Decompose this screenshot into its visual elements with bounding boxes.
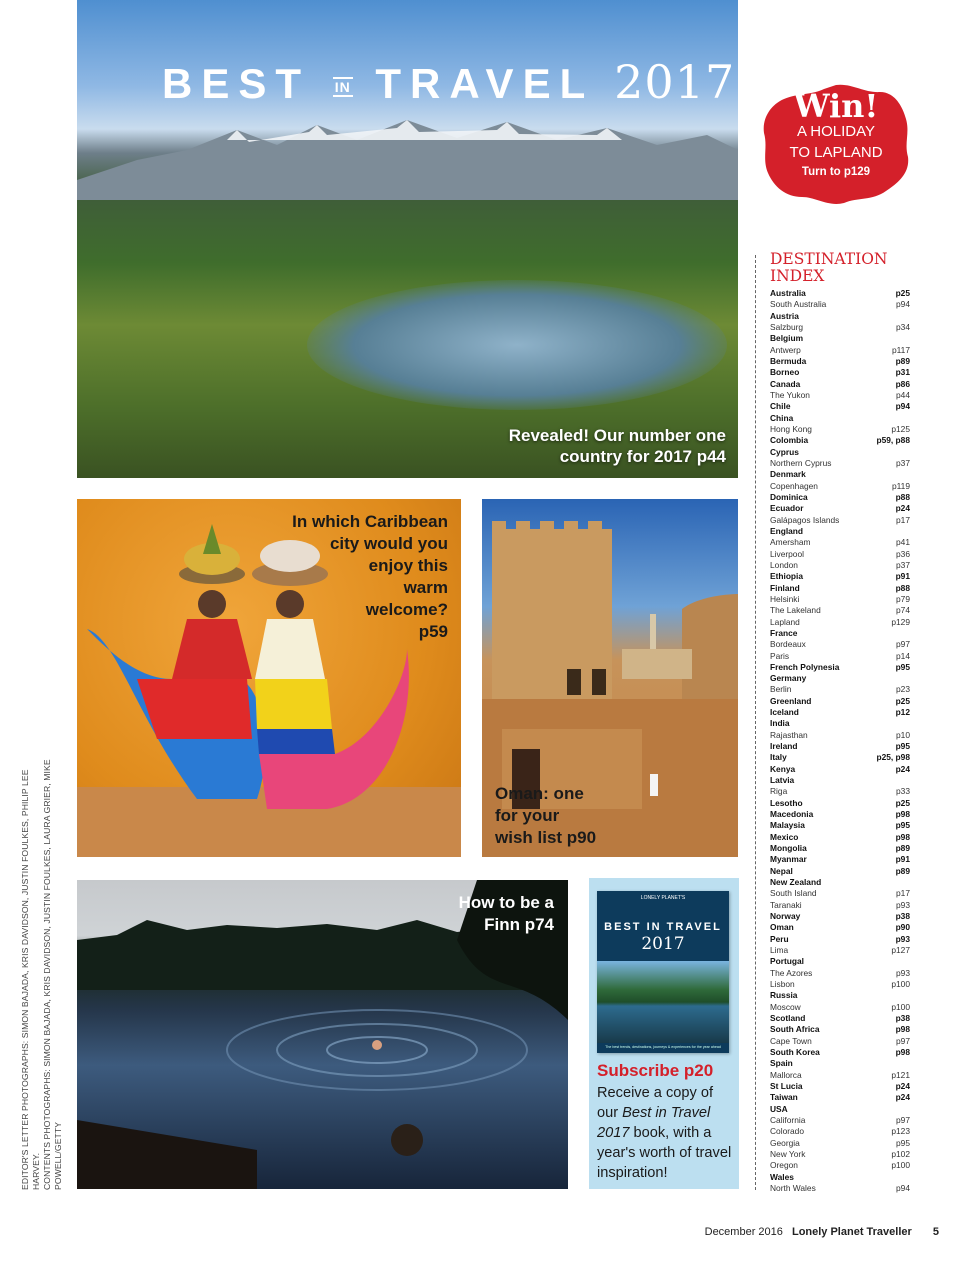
index-entry-name: Myanmar [770,854,807,865]
book-logo-text: LONELY PLANET'S [640,895,686,901]
book-strapline: The best trends, destinations, journeys & experiences for the year ahead [605,1045,721,1049]
index-entry[interactable] [770,492,910,503]
index-entry-name: Austria [770,310,799,321]
index-entry[interactable] [770,1024,910,1035]
index-entry-page: p25 [895,797,910,808]
index-entry[interactable] [770,435,910,446]
index-entry-page: p94 [896,1182,910,1193]
index-entry[interactable] [770,798,910,809]
index-divider [755,255,756,1190]
index-entry-name: Cape Town [770,1035,812,1046]
index-entry[interactable] [770,968,910,979]
index-entry[interactable] [770,549,910,560]
index-entry[interactable] [770,673,910,684]
index-entry-name: Ethiopia [770,571,804,582]
index-entry-page: p93 [895,933,910,944]
index-entry-page: p34 [896,321,910,332]
index-entry-page: p93 [896,899,910,910]
index-entry-name: Russia [770,990,798,1001]
index-entry-name: South Korea [770,1046,820,1057]
index-entry-name: China [770,412,794,423]
index-entry-name: Oman [770,922,794,933]
index-entry-page: p23 [896,684,910,695]
index-entry-page: p129 [891,616,910,627]
index-entry-name: Chile [770,401,791,412]
index-entry-name: Salzburg [770,321,804,332]
subscribe-body: Receive a copy of our Best in Travel 2017 book, with a year's worth of travel inspiration! [597,1085,732,1181]
index-entry-page: p88 [895,491,910,502]
index-entry[interactable] [770,413,910,424]
credit-line-contents: CONTENTS PHOTOGRAPHS: SIMON BAJADA, KRIS DAVIDSON, JUSTIN FOULKES, LAURA GRIER, MIKE POWELL/GETTY [42,759,63,1190]
index-entry-name: Georgia [770,1137,800,1148]
index-entry[interactable] [770,1070,910,1081]
finland-caption[interactable]: How to be a Finn p74 [458,893,554,934]
index-entry[interactable] [770,1160,910,1171]
index-entry[interactable] [770,537,910,548]
index-entry[interactable] [770,526,910,537]
index-entry-page: p12 [895,707,910,718]
index-entry-page: p24 [895,503,910,514]
index-entry-page: p74 [896,605,910,616]
index-entry-name: French Polynesia [770,661,840,672]
index-entry[interactable] [770,696,910,707]
index-entry-name: Malaysia [770,820,805,831]
index-entry-name: USA [770,1103,788,1114]
book-cover-lake-image [597,961,729,1043]
oman-caption[interactable]: Oman: one for your wish list p90 [495,784,597,847]
oman-photo[interactable] [482,499,738,857]
index-entry-page: p44 [896,389,910,400]
index-entry[interactable] [770,571,910,582]
index-entry[interactable] [770,1036,910,1047]
index-entry[interactable] [770,707,910,718]
index-entry-name: Copenhagen [770,480,818,491]
river-image [307,280,727,410]
index-entry-name: The Yukon [770,389,810,400]
index-entry-page: p117 [891,344,910,355]
index-entry[interactable] [770,990,910,1001]
index-entry[interactable] [770,333,910,344]
index-entry[interactable] [770,809,910,820]
index-entry[interactable] [770,617,910,628]
index-entry[interactable] [770,1047,910,1058]
index-entry[interactable] [770,877,910,888]
index-entry-page: p31 [895,367,910,378]
index-entry[interactable] [770,900,910,911]
index-entry-name: Lapland [770,616,800,627]
index-entry-name: Ireland [770,741,798,752]
index-entry[interactable] [770,820,910,831]
index-entry[interactable] [770,322,910,333]
index-entry-name: Portugal [770,956,804,967]
index-entry[interactable] [770,752,910,763]
index-entry-page: p95 [896,1137,910,1148]
index-entry[interactable] [770,583,910,594]
win-lapland-badge[interactable] [762,83,910,205]
index-entry[interactable] [770,639,910,650]
index-entry[interactable] [770,741,910,752]
page-number: 5 [932,1226,939,1238]
index-entry-name: Moscow [770,1001,801,1012]
index-entry[interactable] [770,390,910,401]
index-entry[interactable] [770,684,910,695]
index-entry[interactable] [770,345,910,356]
index-entry[interactable] [770,866,910,877]
index-entry-name: Liverpool [770,548,804,559]
index-entry-page: p14 [896,650,910,661]
index-entry-page: p93 [896,967,910,978]
index-entry-name: Peru [770,933,789,944]
index-entry[interactable] [770,594,910,605]
win-headline: Win! [793,87,879,125]
index-entry-page: p38 [895,911,910,922]
index-entry-name: Mexico [770,831,799,842]
index-entry[interactable] [770,356,910,367]
index-entry-page: p121 [891,1069,910,1080]
index-entry-page: p91 [895,854,910,865]
index-entry[interactable] [770,651,910,662]
index-entry-name: Norway [770,911,801,922]
index-entry[interactable] [770,458,910,469]
index-entry-page: p38 [895,1013,910,1023]
index-entry-page: p24 [895,763,910,774]
index-entry-name: Taranaki [770,899,802,910]
index-entry[interactable] [770,1126,910,1137]
index-entry[interactable] [770,1149,910,1160]
index-entry-page: p33 [896,786,910,797]
index-entry-name: Bordeaux [770,639,806,650]
index-entry[interactable] [770,367,910,378]
hero-caption[interactable]: Revealed! Our number one country for 2017 p44 [508,426,726,466]
index-entry-name: Lisbon [770,979,795,990]
index-entry-page: p17 [896,514,910,525]
index-entry[interactable] [770,469,910,480]
index-entry-page: p97 [896,1035,910,1046]
caribbean-photo[interactable] [77,499,461,857]
index-entry-page: p123 [891,1126,910,1137]
index-entry-name: South Australia [770,299,827,310]
index-entry-name: Ecuador [770,503,804,514]
index-entry-page: p36 [896,548,910,559]
index-entry-page: p89 [895,865,910,876]
index-entry-page: p100 [891,979,910,990]
index-entry-name: Galápagos Islands [770,514,840,525]
index-entry-name: Greenland [770,695,812,706]
index-entry[interactable] [770,424,910,435]
index-entry-name: Germany [770,673,807,684]
index-entry-page: p86 [895,378,910,389]
index-entry-page: p98 [895,1024,910,1035]
index-entry-name: India [770,718,790,729]
index-entry-name: Paris [770,650,790,661]
index-entry-page: p25 [895,695,910,706]
index-entry[interactable] [770,605,910,616]
index-entry-page: p90 [895,922,910,933]
index-entry[interactable] [770,730,910,741]
index-entry-page: p91 [895,571,910,582]
index-entry[interactable] [770,1138,910,1149]
best-in-travel-title: BEST IN TRAVEL 2017 [162,55,736,109]
index-entry-name: Australia [770,288,806,298]
index-entry[interactable] [770,764,910,775]
index-entry-name: Canada [770,378,801,389]
magazine-name: Lonely Planet Traveller [791,1226,912,1238]
index-entry-name: St Lucia [770,1080,803,1091]
index-entry-page: p25 [895,288,910,298]
book-year: 2017 [641,934,685,954]
index-entry-name: North Wales [770,1182,816,1193]
credit-line-editors: EDITOR'S LETTER PHOTOGRAPHS: SIMON BAJADA, KRIS DAVIDSON, JUSTIN FOULKES, PHILIP LEE HARVEY. [20,769,41,1190]
index-entry[interactable] [770,979,910,990]
index-entry[interactable] [770,299,910,310]
index-entry-page: p10 [896,729,910,740]
index-entry-name: New Zealand [770,877,822,888]
index-entry[interactable] [770,888,910,899]
index-entry-name: Lima [770,945,789,956]
index-entry-name: New York [770,1148,806,1159]
index-entry-page: p94 [896,299,910,310]
index-entry-page: p97 [896,1114,910,1125]
index-entry-name: Belgium [770,333,804,344]
index-entry[interactable] [770,628,910,639]
index-entry-name: Helsinki [770,593,800,604]
index-entry-name: Northern Cyprus [770,457,832,468]
index-entry-page: p59, p88 [876,435,910,446]
index-entry-name: Macedonia [770,809,814,820]
index-entry[interactable] [770,832,910,843]
index-entry-page: p102 [891,1148,910,1159]
index-entry-name: Bermuda [770,355,807,366]
index-entry-page: p89 [895,843,910,854]
index-entry[interactable] [770,843,910,854]
index-entry-name: Nepal [770,865,793,876]
index-entry-page: p97 [896,639,910,650]
book-title: BEST IN TRAVEL [604,921,722,933]
index-entry-name: Berlin [770,684,792,695]
index-entry-name: France [770,627,798,638]
index-entry-name: Finland [770,582,800,593]
index-entry-name: Iceland [770,707,799,718]
index-entry[interactable] [770,311,910,322]
index-entry[interactable] [770,945,910,956]
index-entry-name: Borneo [770,367,800,378]
index-entry-name: Colombia [770,435,809,446]
index-entry[interactable] [770,379,910,390]
index-entry-page: p89 [895,355,910,366]
index-entry-name: Rajasthan [770,729,808,740]
index-entry[interactable] [770,934,910,945]
index-entry-page: p41 [896,537,910,548]
index-entry-page: p37 [896,457,910,468]
index-entry[interactable] [770,956,910,967]
index-entry-name: London [770,559,798,570]
index-entry-name: Amersham [770,537,811,548]
index-entry-name: Mongolia [770,843,807,854]
index-entry-page: p79 [896,593,910,604]
index-entry-name: Oregon [770,1160,798,1171]
mountain-range-image [77,110,738,200]
index-entry-name: Antwerp [770,344,801,355]
index-entry[interactable] [770,1058,910,1069]
index-entry-name: Hong Kong [770,423,812,434]
subscribe-heading[interactable]: Subscribe p20 [597,1061,714,1080]
index-entry[interactable] [770,560,910,571]
index-entry[interactable] [770,1115,910,1126]
index-entry-name: Spain [770,1058,793,1069]
index-entry-name: The Lakeland [770,605,821,616]
win-turn-to: Turn to p129 [801,166,871,178]
index-entry-page: p37 [896,559,910,570]
index-entry-name: The Azores [770,967,813,978]
index-entry-page: p24 [895,1092,910,1103]
index-entry[interactable] [770,401,910,412]
win-line-lapland: TO LAPLAND [789,144,883,161]
win-line-holiday: A HOLIDAY [796,123,876,140]
index-entry[interactable] [770,1183,910,1194]
index-entry-page: p100 [891,1001,910,1012]
index-entry[interactable] [770,786,910,797]
subscribe-promo[interactable] [589,878,739,1189]
index-entry-page: p98 [895,831,910,842]
index-entry-page: p125 [891,423,910,434]
index-entry-name: California [770,1114,806,1125]
index-entry-page: p88 [895,582,910,593]
page-footer [705,1226,939,1238]
index-entry-name: Taiwan [770,1092,798,1103]
index-entry-name: Mallorca [770,1069,802,1080]
index-entry-name: Lesotho [770,797,803,808]
index-entry-name: Wales [770,1171,794,1182]
index-entry-name: Italy [770,752,787,763]
index-entry-name: England [770,525,804,536]
index-entry-page: p95 [895,820,910,831]
index-entry-name: Latvia [770,775,795,786]
index-entry[interactable] [770,922,910,933]
index-entry[interactable] [770,662,910,673]
finland-lake-photo[interactable] [77,880,568,1189]
index-entry[interactable] [770,503,910,514]
index-entry-name: Dominica [770,491,808,502]
index-entry[interactable] [770,288,910,299]
index-entry[interactable] [770,854,910,865]
index-entry[interactable] [770,481,910,492]
index-entry-name: Denmark [770,469,806,480]
index-entry-page: p119 [891,480,910,491]
index-entry-name: Colorado [770,1126,804,1137]
photo-credits [20,730,64,1190]
best-in-travel-book-cover[interactable] [597,891,729,1053]
index-entry-page: p95 [895,661,910,672]
hero-photo-yukon[interactable] [77,0,738,478]
index-entry-page: p95 [895,741,910,752]
index-entry[interactable] [770,718,910,729]
destination-index-title: DESTINATION INDEX [770,250,888,285]
index-entry-name: Cyprus [770,446,799,457]
index-entry[interactable] [770,1002,910,1013]
index-entry[interactable] [770,1092,910,1103]
index-entry[interactable] [770,775,910,786]
index-entry-page: p25, p98 [876,752,910,763]
index-entry[interactable] [770,447,910,458]
index-entry[interactable] [770,515,910,526]
index-entry-name: South Africa [770,1024,820,1035]
index-entry-page: p98 [895,1046,910,1057]
index-entry-page: p17 [896,888,910,899]
index-entry-page: p100 [891,1160,910,1171]
destination-index-list [770,288,910,1194]
index-entry[interactable] [770,1081,910,1092]
index-entry[interactable] [770,1104,910,1115]
index-entry[interactable] [770,1013,910,1024]
index-entry-page: p127 [891,945,910,956]
issue-date: December 2016 [704,1226,783,1238]
index-entry[interactable] [770,1172,910,1183]
index-entry-name: Kenya [770,763,796,774]
index-entry[interactable] [770,911,910,922]
index-entry-page: p24 [895,1080,910,1091]
index-entry-name: South Island [770,888,817,899]
index-entry-page: p94 [895,401,910,412]
caribbean-caption[interactable]: In which Caribbean city would you enjoy this warm welcome? p59 [292,512,448,641]
index-entry-name: Scotland [770,1013,806,1023]
index-entry-page: p98 [895,809,910,820]
index-entry-name: Riga [770,786,788,797]
